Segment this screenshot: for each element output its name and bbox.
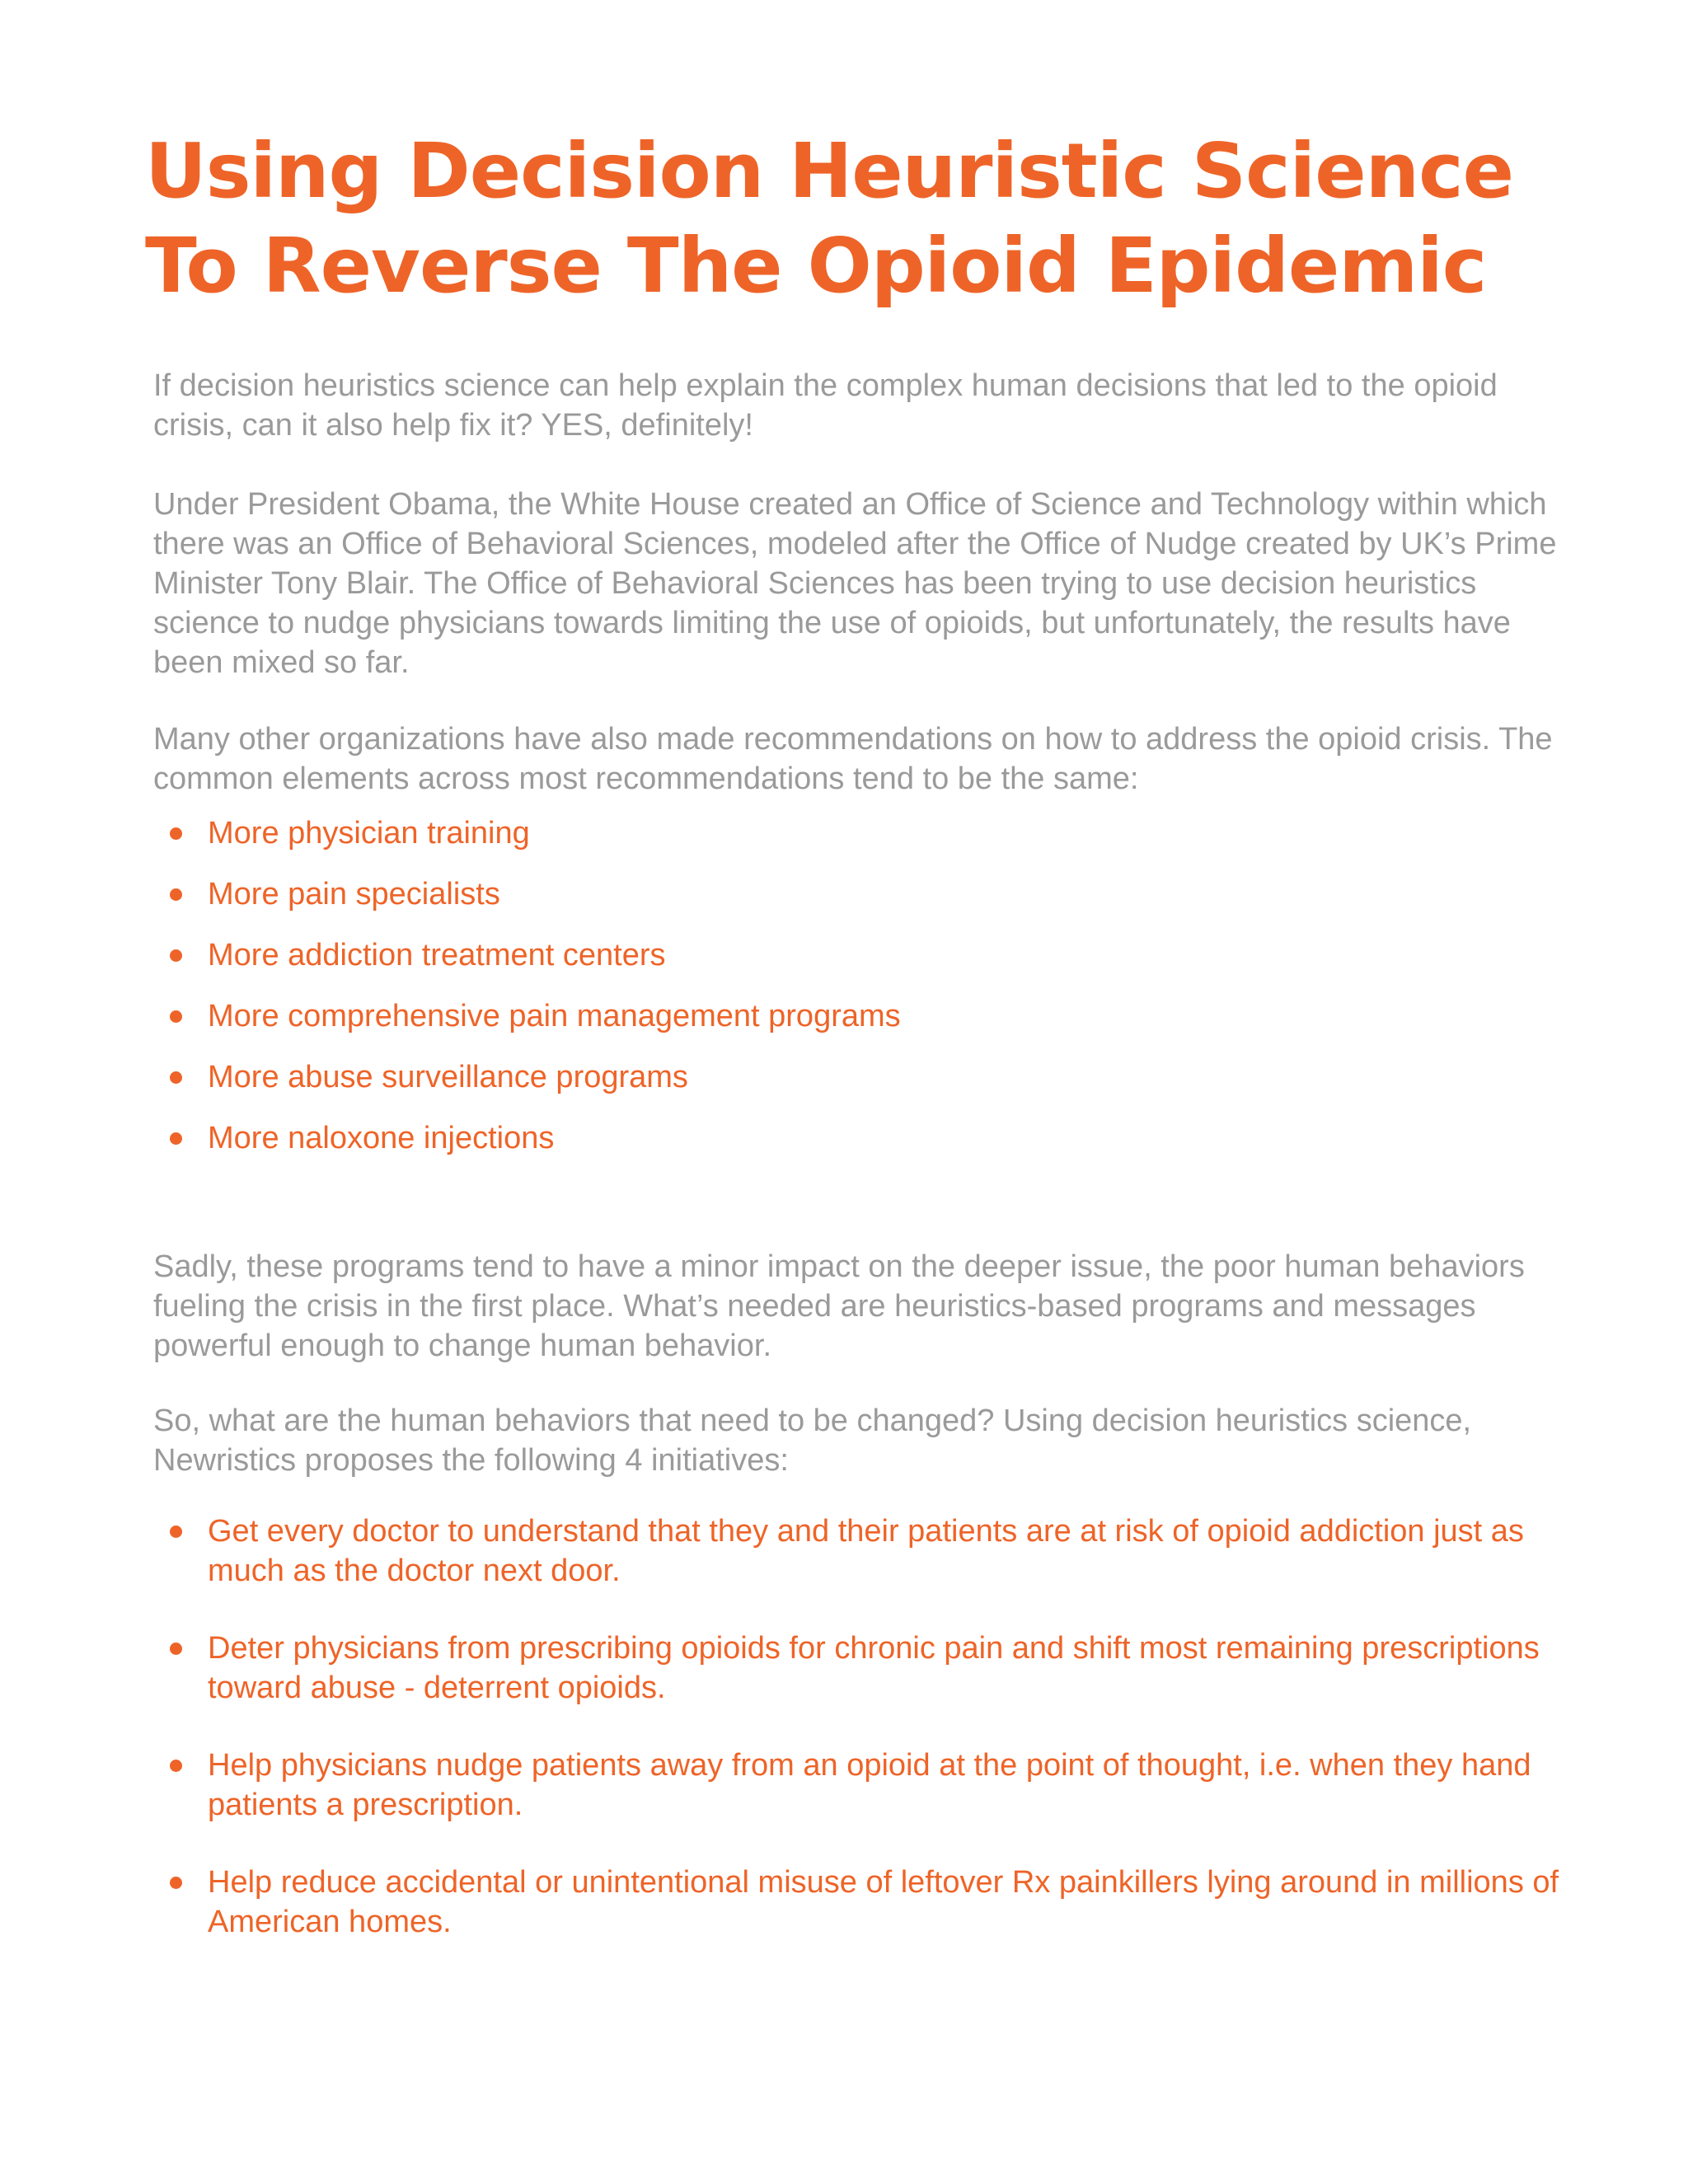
list-item-text: More pain specialists (208, 877, 500, 912)
list-item (153, 1629, 1571, 1708)
sadly-paragraph: Sadly, these programs tend to have a minor impact on the deeper issue, the poor human behaviors fueling the crisis in the first place. What’s needed are heuristics-based programs and messages powerful enough to change human behavior. (153, 1249, 1525, 1363)
bullet-dot-icon (170, 1877, 182, 1889)
list-item (153, 874, 1571, 914)
list-item (153, 1057, 1571, 1097)
organizations-paragraph: Many other organizations have also made recommendations on how to address the opioid crisis. The common elements across most recommendations tend to be the same: (153, 722, 1553, 796)
obama-paragraph: Under President Obama, the White House created an Office of Science and Technology within which there was an Office of Behavioral Sciences, modeled after the Office of Nudge created by UK’s Prime Minister Tony Blair. The Office of Behavioral Sciences has been trying to use decision heuristics science to nudge physicians towards limiting the use of opioids, but unfortunately, the results have been mixed so far. (153, 487, 1557, 680)
list-item-text: More addiction treatment centers (208, 938, 666, 972)
list-item (153, 1746, 1571, 1825)
list-item (153, 1511, 1571, 1591)
list-item (153, 935, 1571, 975)
bullet-dot-icon (170, 1526, 182, 1538)
list-item-text: More naloxone injections (208, 1121, 555, 1155)
list-item (153, 1118, 1571, 1158)
list-item-text: More comprehensive pain management programs (208, 999, 901, 1033)
initiatives-list (153, 1511, 1571, 1980)
bullet-dot-icon (170, 1010, 182, 1023)
list-item-text: Help physicians nudge patients away from an opioid at the point of thought, i.e. when they hand patients a prescription. (208, 1748, 1531, 1822)
bullet-dot-icon (170, 1643, 182, 1655)
bullet-dot-icon (170, 1071, 182, 1084)
list-item-text: Deter physicians from prescribing opioids for chronic pain and shift most remaining prescriptions toward abuse - deterrent opioids. (208, 1631, 1540, 1705)
list-item-text: Get every doctor to understand that they and their patients are at risk of opioid addiction just as much as the doctor next door. (208, 1514, 1524, 1588)
title-line-1: Using Decision Heuristic Science (145, 127, 1514, 215)
list-item (153, 1863, 1571, 1942)
bullet-dot-icon (170, 949, 182, 962)
bullet-dot-icon (170, 1132, 182, 1145)
list-item (153, 813, 1571, 853)
recommendations-list (153, 813, 1571, 1179)
bullet-dot-icon (170, 827, 182, 840)
page-title (145, 124, 1596, 313)
title-line-2: To Reverse The Opioid Epidemic (145, 222, 1487, 310)
list-item (153, 996, 1571, 1036)
bullet-dot-icon (170, 888, 182, 901)
intro-paragraph: If decision heuristics science can help explain the complex human decisions that led to the opioid crisis, can it also help fix it? YES, definitely! (153, 368, 1498, 443)
behaviors-paragraph: So, what are the human behaviors that need to be changed? Using decision heuristics science, Newristics proposes the following 4 initiatives: (153, 1404, 1472, 1478)
list-item-text: More physician training (208, 816, 530, 851)
bullet-dot-icon (170, 1760, 182, 1772)
list-item-text: More abuse surveillance programs (208, 1060, 688, 1094)
list-item-text: Help reduce accidental or unintentional misuse of leftover Rx painkillers lying around in millions of American homes. (208, 1865, 1559, 1939)
